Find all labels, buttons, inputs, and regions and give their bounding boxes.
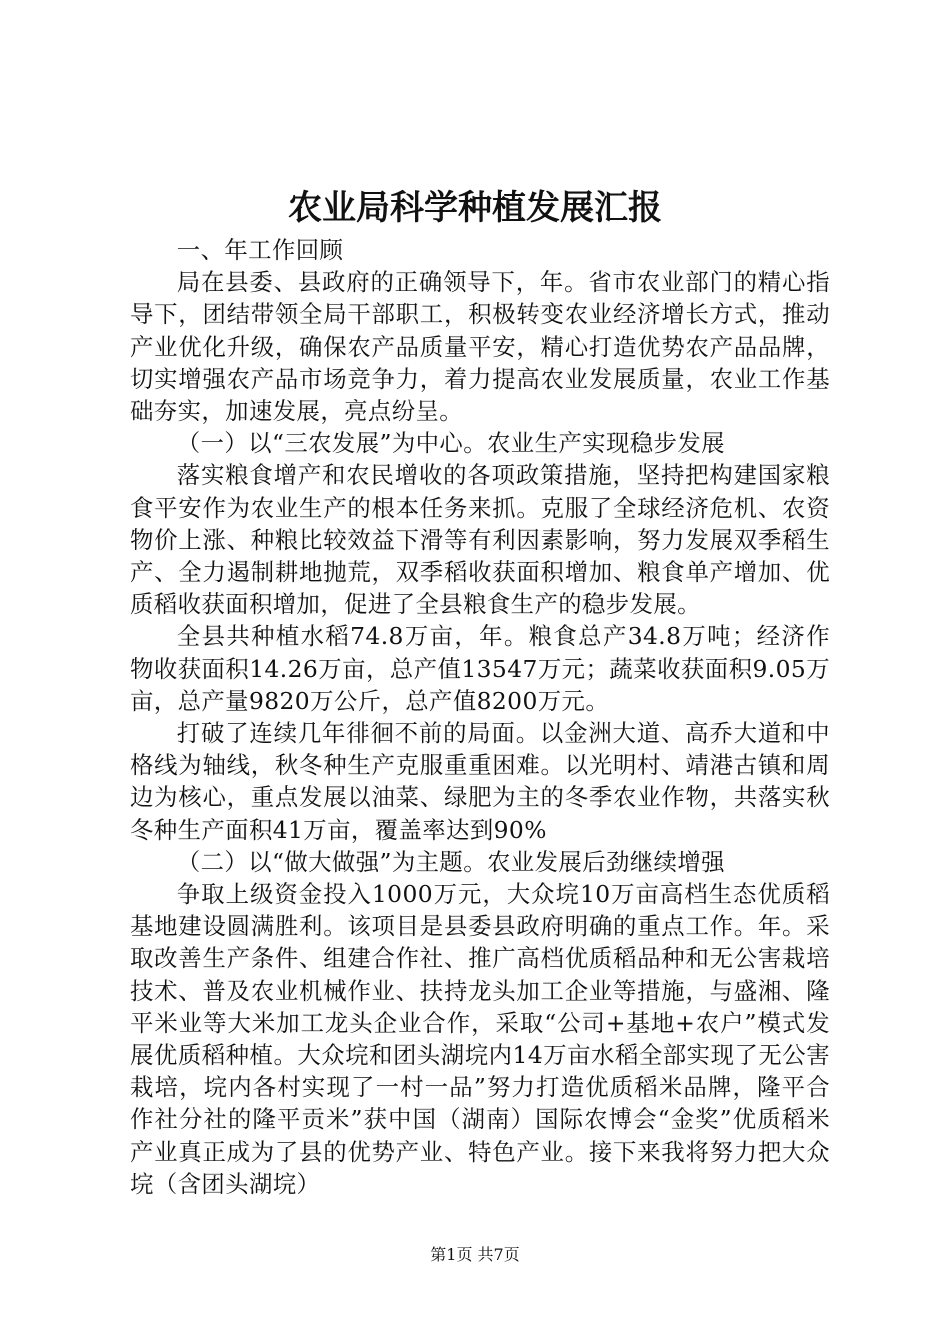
paragraph: 打破了连续几年徘徊不前的局面。以金洲大道、高乔大道和中格线为轴线，秋冬种生产克服重重困难。以光明村、靖港古镇和周边为核心，重点发展以油菜、绿肥为主的冬季农业作物，共落实秋冬种生产面积41万亩，覆盖率达到90%	[130, 719, 830, 844]
paragraph: 局在县委、县政府的正确领导下，年。省市农业部门的精心指导下，团结带领全局干部职工，积极转变农业经济增长方式，推动产业优化升级，确保农产品质量平安，精心打造优势农产品品牌，切实增强农产品市场竞争力，着力提高农业发展质量，农业工作基础夯实，加速发展，亮点纷呈。	[130, 268, 830, 426]
document-title: 农业局科学种植发展汇报	[288, 188, 662, 228]
paragraph: 全县共种植水稻74.8万亩，年。粮食总产34.8万吨；经济作物收获面积14.26万亩，总产值13547万元；蔬菜收获面积9.05万亩，总产量9820万公斤，总产值8200万元。	[130, 622, 830, 715]
subsection-heading: （一）以“三农发展”为中心。农业生产实现稳步发展	[176, 429, 725, 458]
paragraph: 争取上级资金投入1000万元，大众垸10万亩高档生态优质稻基地建设圆满胜利。该项目是县委县政府明确的重点工作。年。采取改善生产条件、组建合作社、推广高档优质稻品种和无公害栽培技术、普及农业机械作业、扶持龙头加工企业等措施，与盛湘、隆平米业等大米加工龙头企业合作，采取“公司+基地+农户”模式发展优质稻种植。大众垸和团头湖垸内14万亩水稻全部实现了无公害栽培，垸内各村实现了一村一品”努力打造优质稻米品牌，隆平合作社分社的隆平贡米”获中国（湖南）国际农博会“金奖”优质稻米产业真正成为了县的优势产业、特色产业。接下来我将努力把大众垸（含团头湖垸）	[130, 880, 830, 1198]
section-heading: 一、年工作回顾	[176, 236, 344, 264]
document-body	[130, 234, 830, 1200]
paragraph: 落实粮食增产和农民增收的各项政策措施，坚持把构建国家粮食平安作为农业生产的根本任务来抓。克服了全球经济危机、农资物价上涨、种粮比较效益下滑等有利因素影响，努力发展双季稻生产、全力遏制耕地抛荒，双季稻收获面积增加、粮食单产增加、优质稻收获面积增加，促进了全县粮食生产的稳步发展。	[130, 461, 830, 619]
page-footer: 第1页 共7页	[430, 1245, 520, 1264]
subsection-heading: （二）以“做大做强”为主题。农业发展后劲继续增强	[176, 847, 725, 876]
